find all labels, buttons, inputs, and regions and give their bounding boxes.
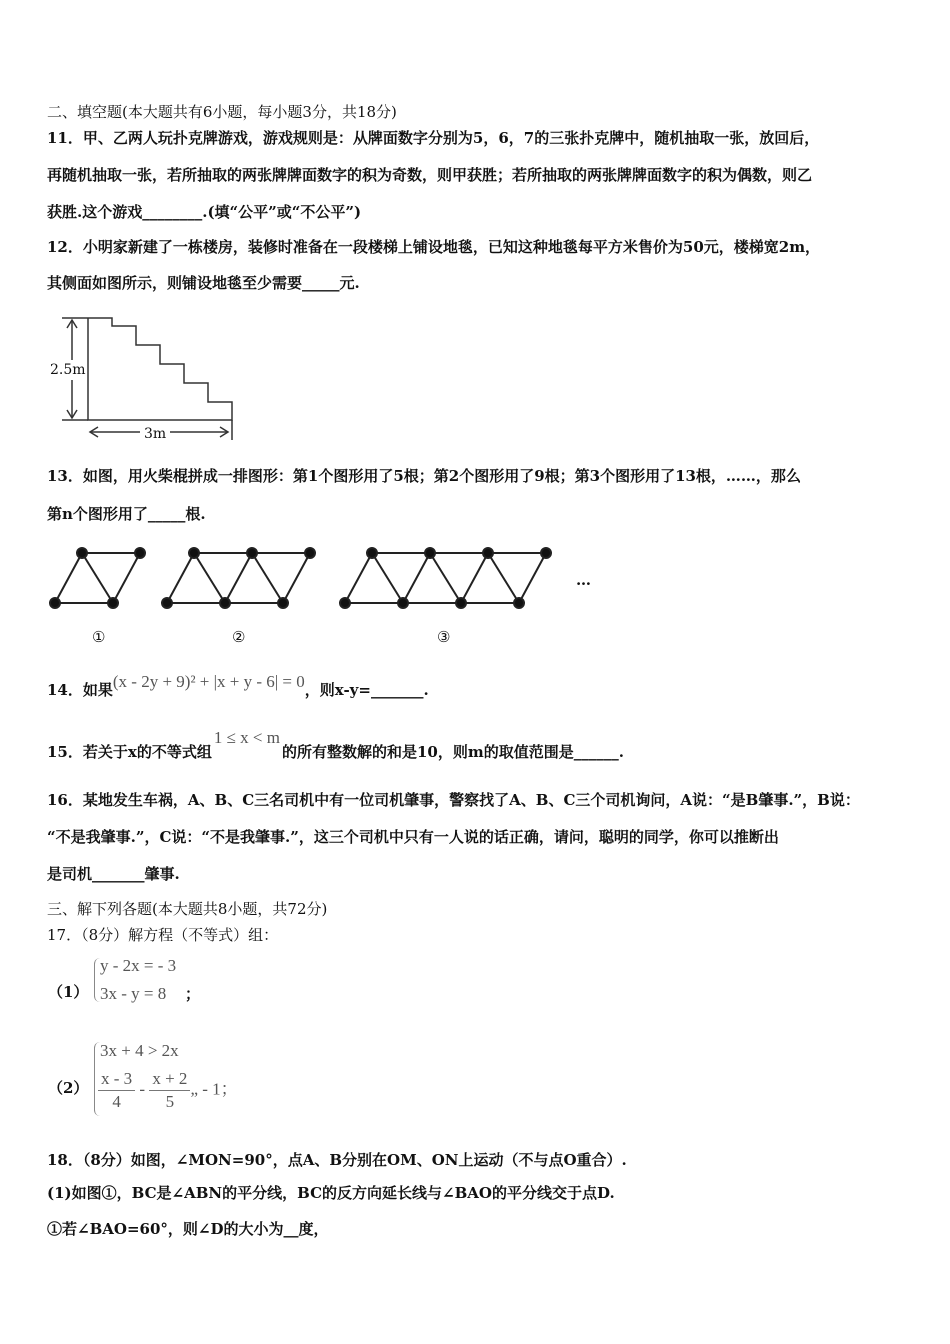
matchstick-joint xyxy=(514,598,524,608)
matchstick xyxy=(403,553,430,603)
q17-part2-label: （2） xyxy=(48,1079,89,1097)
minus-sign: - xyxy=(135,1079,150,1099)
stair-figure xyxy=(62,318,232,440)
q17-p1-eq1: y - 2x = - 3 xyxy=(100,956,177,975)
matchstick xyxy=(430,553,461,603)
q17-p1-eq2: 3x - y = 8 xyxy=(100,984,167,1003)
q14 xyxy=(47,672,429,700)
matchstick-joint xyxy=(367,548,377,558)
stair-width-label: 3m xyxy=(144,426,167,442)
figure-label-1: ① xyxy=(92,628,106,646)
q17-p2-eq1: 3x + 4 > 2x xyxy=(100,1041,179,1060)
fraction-denominator: 5 xyxy=(165,1092,175,1111)
fraction-numerator: x + 2 xyxy=(149,1068,190,1091)
fraction-denominator: 4 xyxy=(112,1092,121,1111)
section-3-heading: 三、解下列各题(本大题共8小题，共72分) xyxy=(47,900,328,918)
q14-suffix: ，则x-y=_______. xyxy=(304,681,429,699)
q16-line1: 16．某地发生车祸，A、B、C三名司机中有一位司机肇事，警察找了A、B、C三个司机询问，A说：“是B肇事.”，B说： xyxy=(47,791,860,809)
matchstick-joint xyxy=(456,598,466,608)
matchstick xyxy=(225,553,252,603)
q15-formula: 1 ≤ x < m xyxy=(213,728,280,747)
matchstick-joint xyxy=(398,598,408,608)
matchstick-joint xyxy=(425,548,435,558)
q13-line2: 第n个图形用了_____根. xyxy=(47,505,206,523)
matchstick xyxy=(488,553,519,603)
q15 xyxy=(47,728,624,762)
q17-p2-rhs: „ - 1； xyxy=(190,1079,238,1099)
q14-prefix: 14．如果 xyxy=(47,681,113,699)
q11-line3: 获胜.这个游戏________.(填“公平”或“不公平”) xyxy=(47,203,362,221)
matchstick-joint xyxy=(50,598,60,608)
q12-line2: 其侧面如图所示，则铺设地毯至少需要_____元. xyxy=(47,274,360,292)
matchstick xyxy=(113,553,140,603)
matchstick-joint xyxy=(77,548,87,558)
matchstick-joint xyxy=(189,548,199,558)
matchstick-joint xyxy=(541,548,551,558)
matchstick-joint xyxy=(135,548,145,558)
q16-line2: “不是我肇事.”，C说：“不是我肇事.”，这三个司机中只有一人说的话正确，请问，聪明的同学，你可以推断出 xyxy=(47,828,779,846)
q15-suffix: 的所有整数解的和是10，则m的取值范围是______. xyxy=(281,743,624,761)
q15-prefix: 15．若关于x的不等式组 xyxy=(47,743,212,761)
figure-label-3: ③ xyxy=(437,628,451,646)
matchstick xyxy=(461,553,488,603)
matchstick xyxy=(283,553,310,603)
matchstick xyxy=(252,553,283,603)
matchstick xyxy=(55,553,82,603)
q11-line2: 再随机抽取一张，若所抽取的两张牌牌面数字的积为奇数，则甲获胜；若所抽取的两张牌牌面数字的积为偶数，则乙 xyxy=(47,166,813,184)
q17-part1-label: （1） xyxy=(48,983,89,1001)
q18-line2: (1)如图①，BC是∠ABN的平分线，BC的反方向延长线与∠BAO的平分线交于点D. xyxy=(47,1184,615,1202)
matchstick xyxy=(345,553,372,603)
matchstick-joint xyxy=(108,598,118,608)
figure-label-2: ② xyxy=(232,628,246,646)
matchstick-joint xyxy=(305,548,315,558)
matchstick xyxy=(372,553,403,603)
figure-ellipsis: … xyxy=(576,571,591,589)
q17-p1-end: ； xyxy=(185,985,201,1003)
q16-line3: 是司机_______肇事. xyxy=(47,865,180,883)
q17-p2-eq2 xyxy=(98,1068,238,1113)
q17-line1: 17．（8分）解方程（不等式）组： xyxy=(47,926,279,944)
matchstick-joint xyxy=(483,548,493,558)
matchstick-joint xyxy=(220,598,230,608)
q14-formula: (x - 2y + 9)² + |x + y - 6| = 0 xyxy=(112,672,305,691)
section-2-heading: 二、填空题(本大题共有6小题，每小题3分，共18分) xyxy=(47,103,397,121)
matchstick xyxy=(194,553,225,603)
q18-line1: 18．（8分）如图，∠MON=90°，点A、B分别在OM、ON上运动（不与点O重合）. xyxy=(47,1151,627,1169)
matchstick xyxy=(82,553,113,603)
matchstick-joint xyxy=(162,598,172,608)
matchstick xyxy=(519,553,546,603)
q11-line1: 11．甲、乙两人玩扑克牌游戏，游戏规则是：从牌面数字分别为5，6，7的三张扑克牌中，随机抽取一张，放回后， xyxy=(47,129,820,147)
matchstick-joint xyxy=(278,598,288,608)
stair-height-label: 2.5m xyxy=(50,362,86,378)
matchstick-joint xyxy=(247,548,257,558)
matchstick xyxy=(167,553,194,603)
q12-line1: 12．小明家新建了一栋楼房，装修时准备在一段楼梯上铺设地毯，已知这种地毯每平方米售价为50元，楼梯宽2m， xyxy=(47,238,821,256)
q13-line1: 13．如图，用火柴棍拼成一排图形：第1个图形用了5根；第2个图形用了9根；第3个图形用了13根，……，那么 xyxy=(47,467,801,485)
fraction-numerator: x - 3 xyxy=(98,1068,135,1091)
q18-line3: ①若∠BAO=60°，则∠D的大小为__度， xyxy=(47,1220,329,1238)
matchstick-joint xyxy=(340,598,350,608)
